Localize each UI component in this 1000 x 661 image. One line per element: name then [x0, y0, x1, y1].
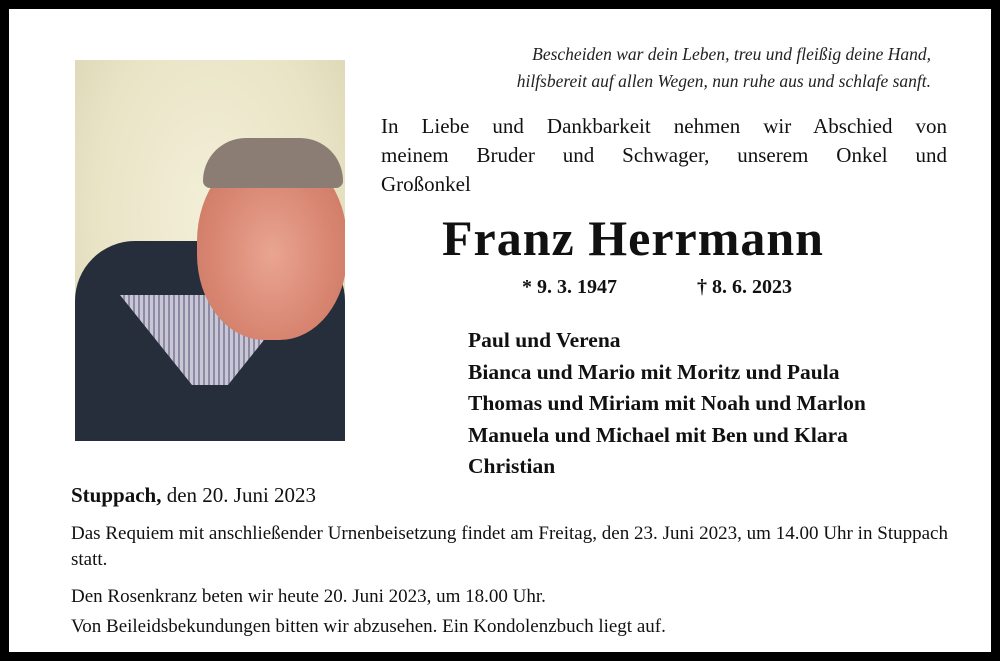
- death-date: † 8. 6. 2023: [697, 276, 792, 298]
- poem-line: hilfsbereit auf allen Wegen, nun ruhe aus und schlafe sanft.: [516, 71, 931, 91]
- poem: [517, 41, 931, 95]
- condolence-notice: Von Beileidsbekundungen bitten wir abzusehen. Ein Kondolenzbuch liegt auf.: [71, 616, 666, 637]
- portrait-photo: [75, 60, 345, 441]
- notice-date: den 20. Juni 2023: [161, 483, 317, 507]
- birth-date: * 9. 3. 1947: [522, 276, 617, 298]
- place-date: [71, 483, 316, 508]
- family-line: Bianca und Mario mit Moritz und Paula: [468, 359, 840, 384]
- deceased-name: Franz Herrmann: [442, 210, 824, 266]
- intro-line: meinem Bruder und Schwager, unserem Onkel und: [381, 143, 947, 167]
- family-line: Paul und Verena: [468, 328, 621, 352]
- family-line: Christian: [468, 454, 556, 478]
- poem-line: Bescheiden war dein Leben, treu und fleißig deine Hand,: [532, 44, 931, 64]
- place-name: Stuppach,: [71, 483, 162, 507]
- intro-text: [381, 112, 947, 199]
- requiem-notice: Das Requiem mit anschließender Urnenbeisetzung findet am Freitag, den 23. Juni 2023, um 14.00 Uhr in Stuppach statt.: [71, 523, 948, 570]
- rosary-notice: Den Rosenkranz beten wir heute 20. Juni 2023, um 18.00 Uhr.: [71, 586, 546, 607]
- intro-line: In Liebe und Dankbarkeit nehmen wir Abschied von: [381, 114, 947, 138]
- intro-line: Großonkel: [381, 172, 471, 196]
- portrait-hair: [203, 138, 343, 188]
- family-line: Manuela und Michael mit Ben und Klara: [468, 422, 848, 447]
- family-line: Thomas und Miriam mit Noah und Marlon: [468, 391, 866, 415]
- family-list: [468, 325, 866, 483]
